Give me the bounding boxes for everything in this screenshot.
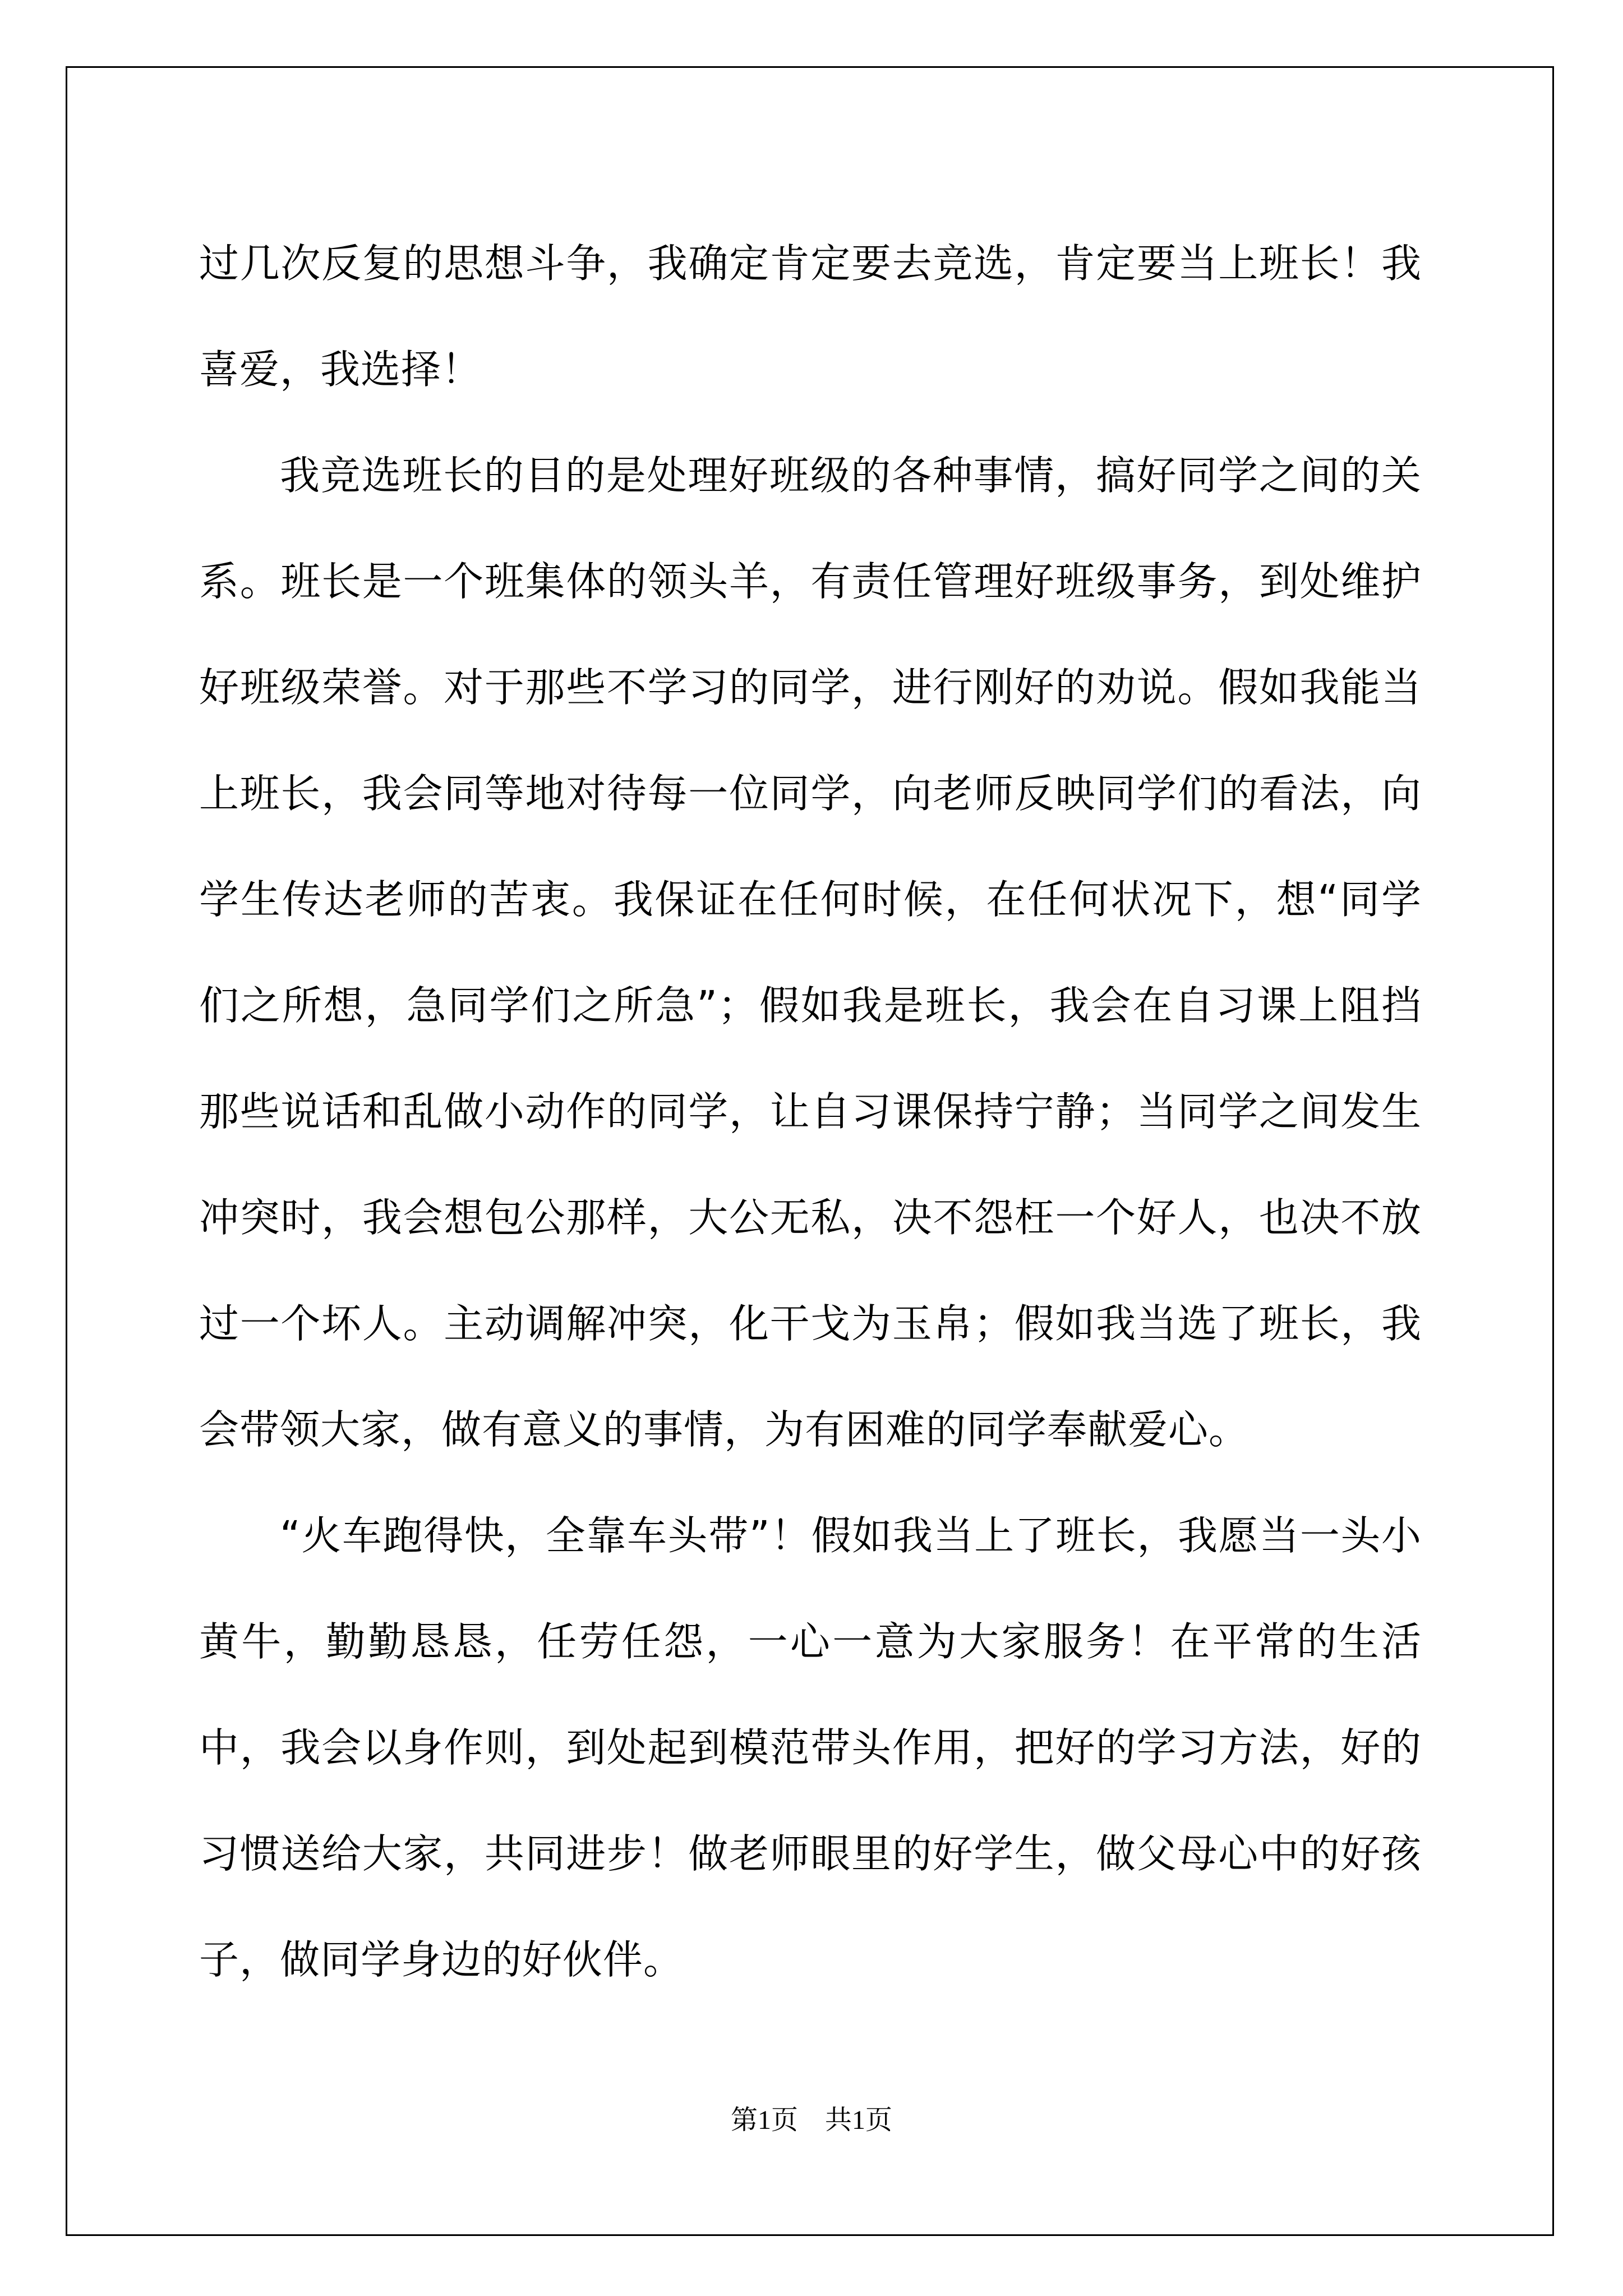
paragraph-1: 过几次反复的思想斗争，我确定肯定要去竞选，肯定要当上班长！我喜爱，我选择！ [199,240,1422,393]
paragraph-3: “火车跑得快，全靠车头带”！假如我当上了班长，我愿当一头小黄牛，勤勤恳恳，任劳任怨，一心一意为大家服务！在平常的生活中，我会以身作则，到处起到模范带头作用，把好的学习方法，好的习惯送给大家，共同进步！做老师眼里的好学生，做父母心中的好孩子，做同学身边的好伙伴。 [199,1512,1422,1983]
paragraph-2: 我竞选班长的目的是处理好班级的各种事情，搞好同学之间的关系。班长是一个班集体的领头羊，有责任管理好班级事务，到处维护好班级荣誉。对于那些不学习的同学，进行刚好的劝说。假如我能当上班长，我会同等地对待每一位同学，向老师反映同学们的看法，向学生传达老师的苦衷。我保证在任何时候，在任何状况下，想“同学们之所想，急同学们之所急”；假如我是班长，我会在自习课上阻挡那些说话和乱做小动作的同学，让自习课保持宁静；当同学之间发生冲突时，我会想包公那样，大公无私，决不怨枉一个好人，也决不放过一个坏人。主动调解冲突，化干戈为玉帛；假如我当选了班长，我会带领大家，做有意义的事情，为有困难的同学奉献爱心。 [199,452,1422,1453]
page-number-label: 第1页 共1页 [730,2105,892,2135]
document-body [199,210,1422,2013]
page-footer [0,2098,1623,2137]
